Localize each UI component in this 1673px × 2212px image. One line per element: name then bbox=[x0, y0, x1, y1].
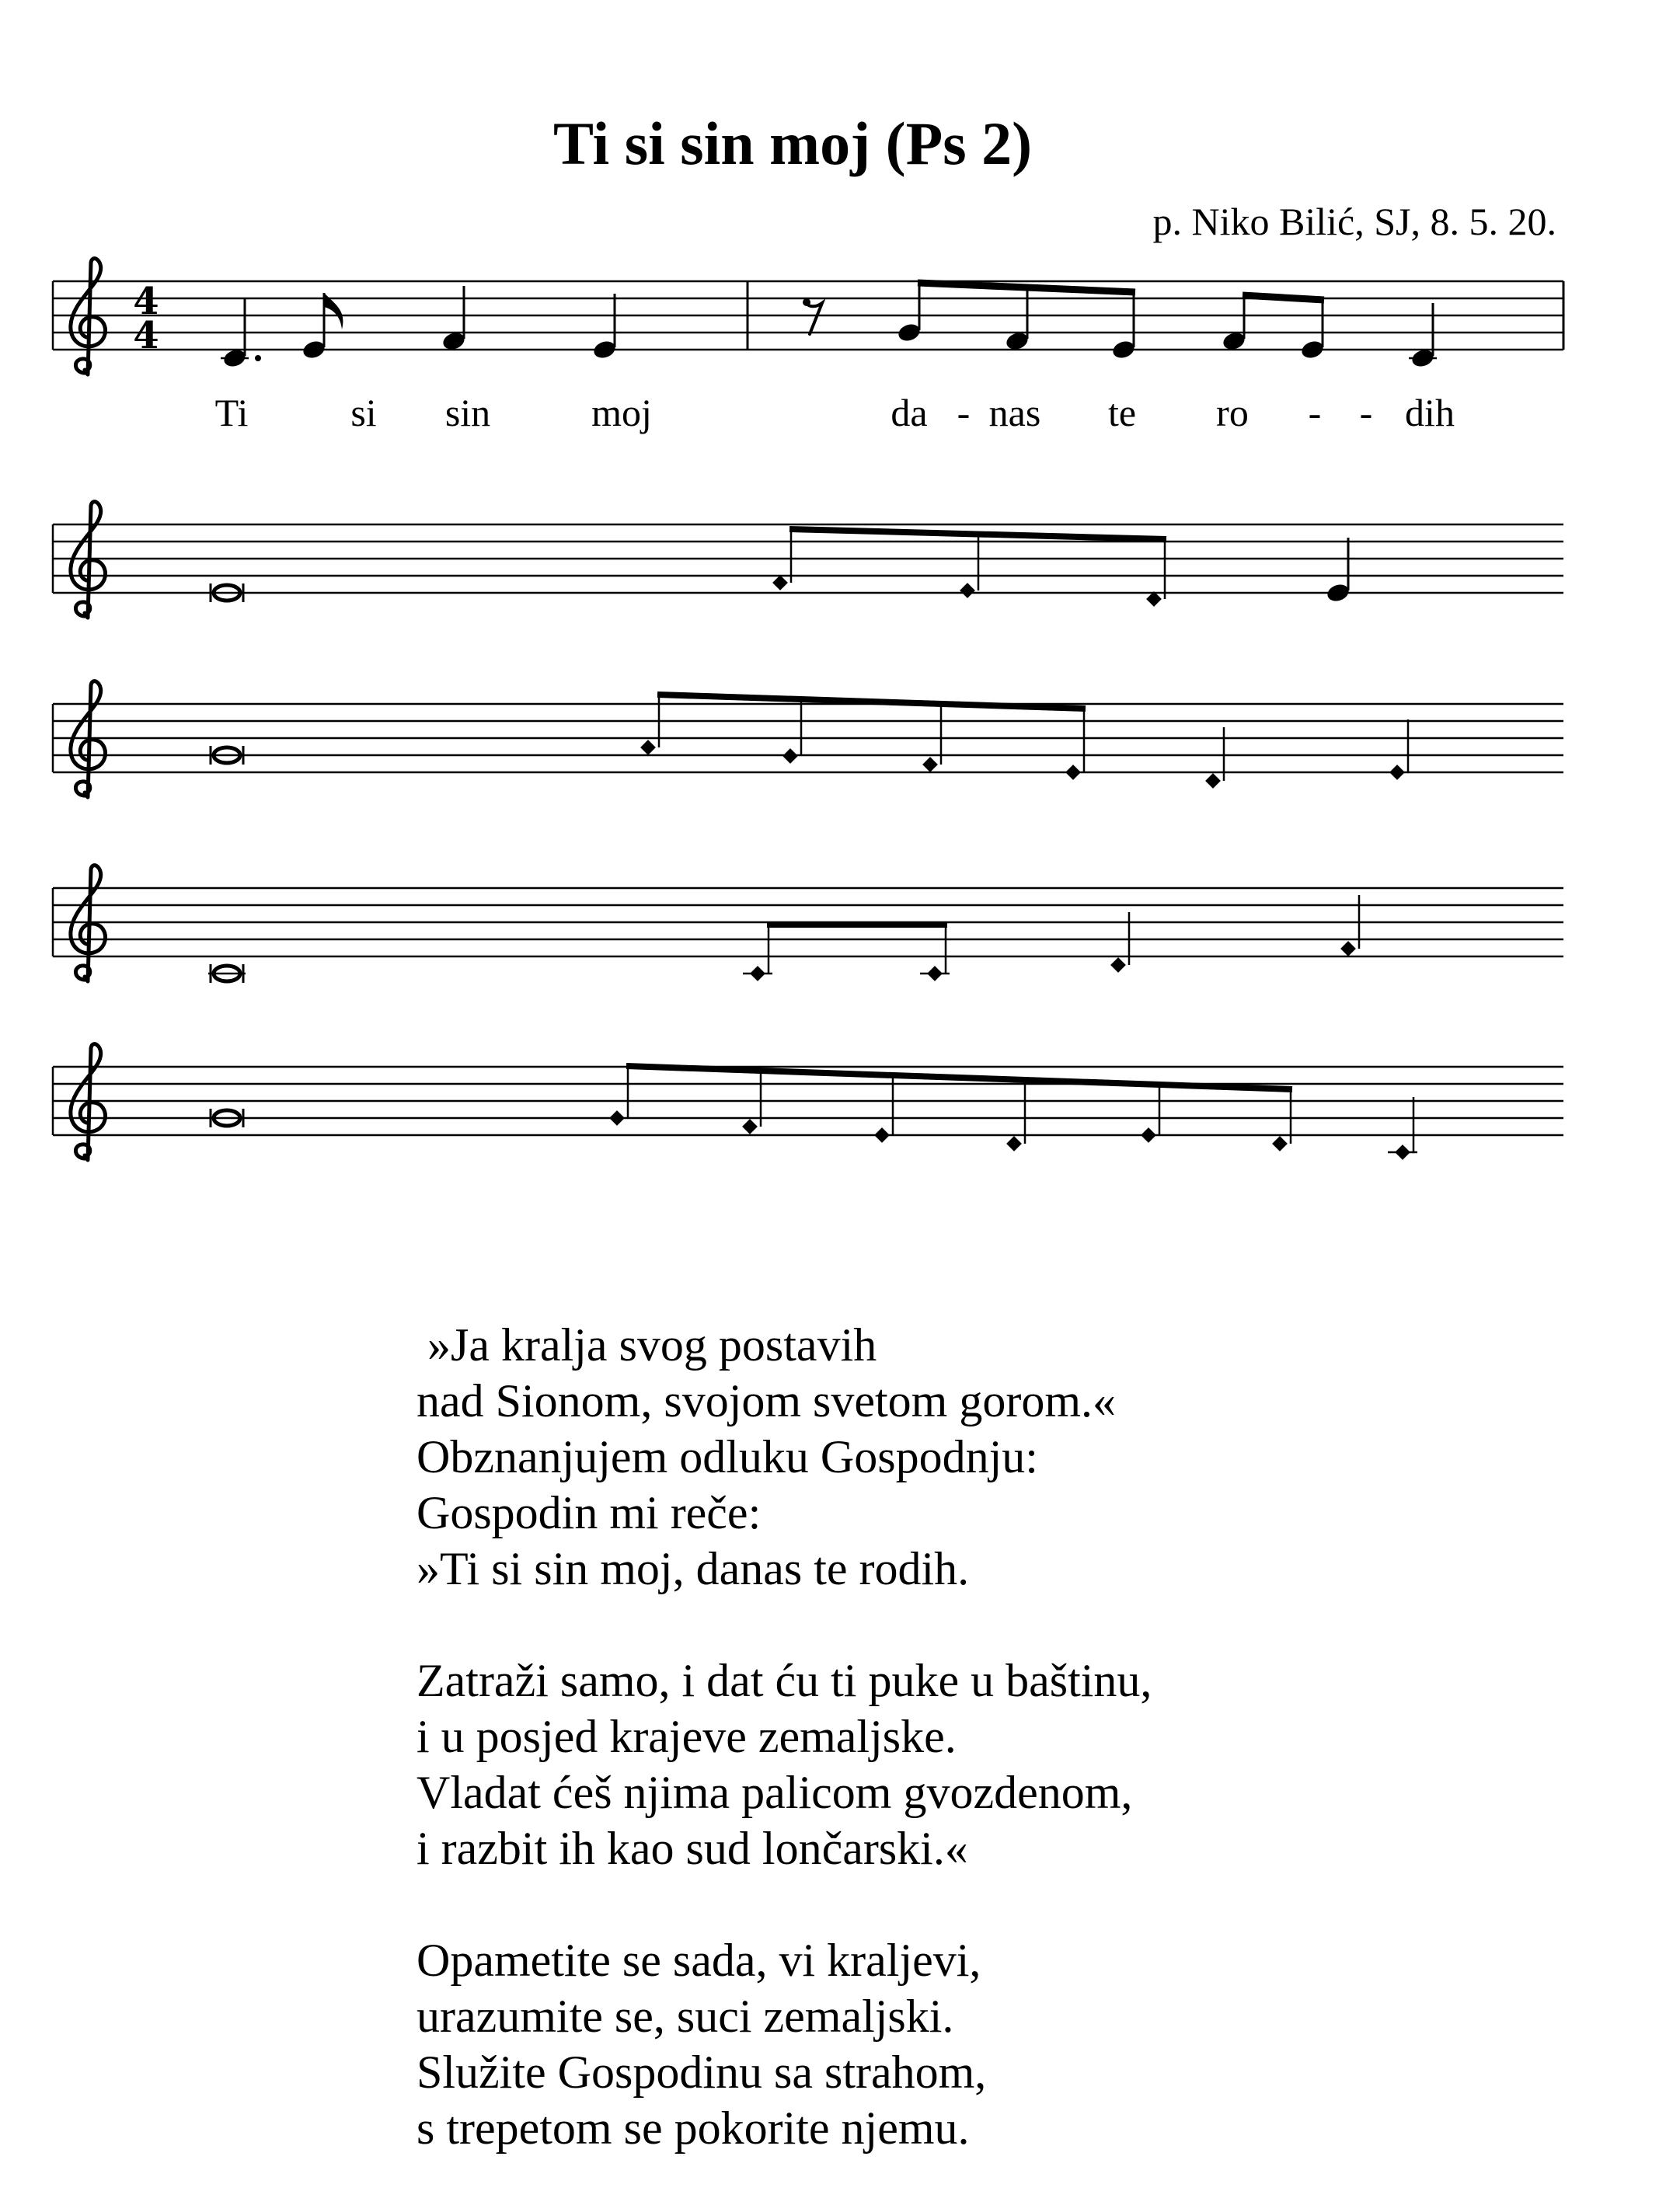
staff-system-3 bbox=[53, 681, 1563, 797]
note bbox=[1389, 719, 1408, 780]
lyric-hyphen: - bbox=[1308, 391, 1322, 434]
composer-credit: p. Niko Bilić, SJ, 8. 5. 20. bbox=[1152, 200, 1556, 243]
staff-system-4 bbox=[53, 866, 1563, 983]
lyric-syllable: dih bbox=[1405, 391, 1455, 434]
eighth-rest-icon bbox=[805, 301, 822, 334]
verse-line: Zatraži samo, i dat ću ti puke u baštinu, bbox=[417, 1655, 1152, 1706]
lyric-hyphen: - bbox=[957, 391, 971, 434]
note bbox=[1325, 538, 1351, 604]
treble-clef-icon bbox=[71, 259, 106, 374]
lyrics-line bbox=[215, 391, 1455, 434]
verse-line: nad Sionom, svojom svetom gorom.« bbox=[417, 1375, 1116, 1426]
lyric-hyphen: - bbox=[1359, 391, 1373, 434]
verse-line: Gospodin mi reče: bbox=[417, 1487, 762, 1538]
verse-line: urazumite se, suci zemaljski. bbox=[417, 1991, 954, 2042]
verse-line: Služite Gospodinu sa strahom, bbox=[417, 2047, 987, 2098]
treble-clef-icon bbox=[71, 681, 106, 797]
note bbox=[1110, 912, 1129, 973]
treble-clef-icon bbox=[71, 1044, 106, 1160]
verse-line: Obznanjujem odluku Gospodnju: bbox=[417, 1431, 1038, 1482]
chant-reciting-note bbox=[208, 964, 246, 983]
note bbox=[591, 294, 617, 361]
lyric-syllable: te bbox=[1107, 391, 1137, 434]
stanza-2 bbox=[417, 1653, 1152, 1876]
verse-line: »Ja kralja svog postavih bbox=[427, 1319, 877, 1371]
lyric-syllable: nas bbox=[988, 391, 1041, 434]
verse-line: »Ti si sin moj, danas te rodih. bbox=[417, 1543, 970, 1594]
verse-line: i u posjed krajeve zemaljske. bbox=[417, 1711, 957, 1762]
verse-line: Vladat ćeš njima palicom gvozdenom, bbox=[417, 1767, 1133, 1818]
beamed-notes bbox=[1221, 295, 1325, 361]
lyric-syllable: si bbox=[350, 391, 377, 434]
beamed-notes bbox=[609, 1066, 1292, 1151]
note bbox=[1409, 303, 1437, 369]
staff-system-2 bbox=[53, 502, 1563, 618]
lyric-syllable: sin bbox=[444, 391, 491, 434]
lyric-syllable: da bbox=[891, 391, 928, 434]
lyric-syllable: moj bbox=[591, 391, 652, 434]
staff-system-5 bbox=[53, 1044, 1563, 1160]
verse-line: i razbit ih kao sud lončarski.« bbox=[417, 1823, 968, 1874]
verse-line: Opametite se sada, vi kraljevi, bbox=[417, 1935, 981, 1986]
verse-line: s trepetom se pokorite njemu. bbox=[417, 2102, 970, 2154]
note bbox=[1388, 1097, 1417, 1160]
stanza-3 bbox=[417, 1932, 1152, 2156]
treble-clef-icon bbox=[71, 502, 106, 618]
note bbox=[1205, 727, 1224, 789]
stanza-1 bbox=[417, 1317, 1152, 1597]
time-signature-numerator: 4 bbox=[133, 280, 159, 323]
note bbox=[441, 286, 466, 352]
note bbox=[221, 298, 261, 369]
treble-clef-icon bbox=[71, 866, 106, 981]
page-title: Ti si sin moj (Ps 2) bbox=[552, 110, 1033, 177]
verse-text bbox=[417, 1317, 1152, 2212]
beamed-notes bbox=[743, 925, 950, 981]
staff-system-1 bbox=[53, 259, 1563, 434]
lyric-syllable: ro bbox=[1216, 391, 1249, 434]
time-signature-denominator: 4 bbox=[133, 314, 159, 357]
lyric-syllable: Ti bbox=[214, 391, 249, 434]
